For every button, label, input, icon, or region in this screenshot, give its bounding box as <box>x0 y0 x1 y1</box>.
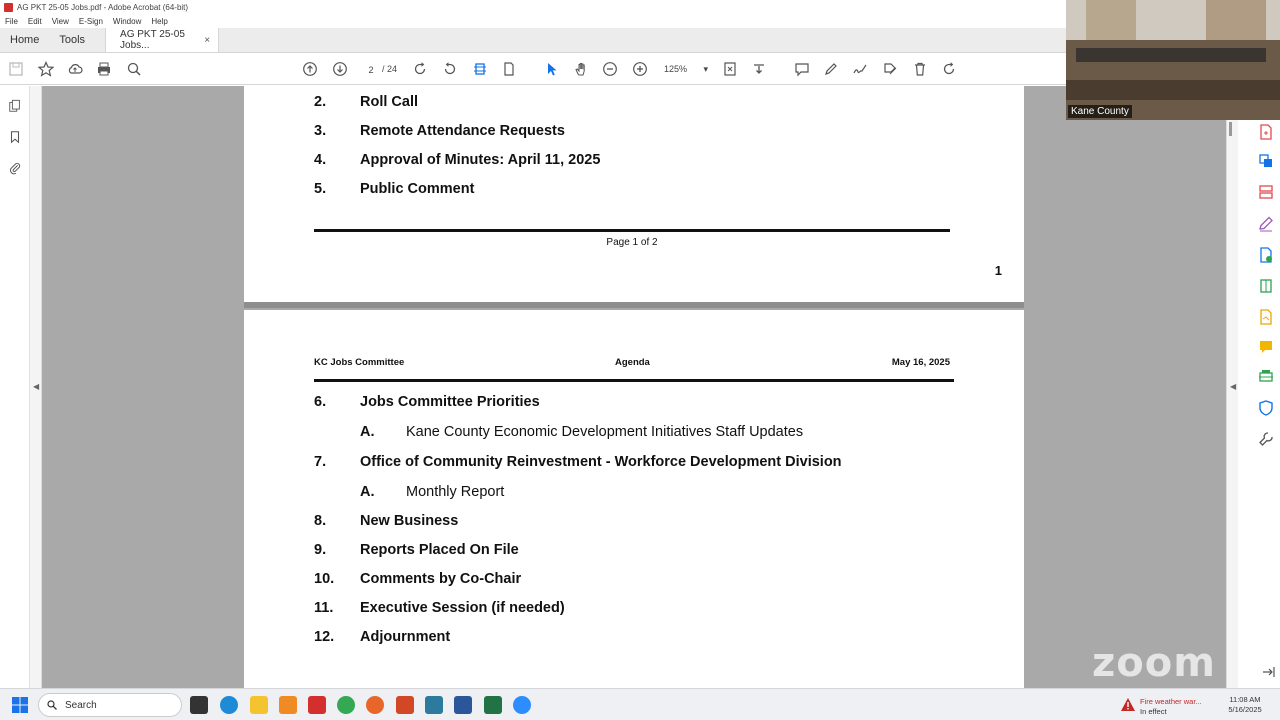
agenda-item: 10. Comments by Co-Chair <box>314 571 522 587</box>
agenda-item: 3. Remote Attendance Requests <box>314 123 565 139</box>
agenda-item: 11. Executive Session (if needed) <box>314 600 565 616</box>
rotate-clockwise-icon[interactable] <box>410 59 430 79</box>
save-icon[interactable] <box>6 59 26 79</box>
taskbar-search[interactable] <box>38 693 182 717</box>
left-panel-toggle[interactable] <box>30 86 42 688</box>
fit-page-icon[interactable] <box>470 59 490 79</box>
video-wall-panel <box>1206 0 1266 40</box>
page-divider <box>244 302 1024 308</box>
tab-tools[interactable]: Tools <box>59 34 86 46</box>
previous-page-icon[interactable] <box>300 59 320 79</box>
page-total: / 24 <box>382 64 398 74</box>
video-desk <box>1066 80 1280 100</box>
document-viewport[interactable] <box>42 86 1226 688</box>
toolbar <box>0 53 1066 85</box>
windows-start-icon[interactable] <box>12 697 28 713</box>
acrobat-icon <box>4 3 13 12</box>
weather-alert: Fire weather war... <box>1140 697 1202 706</box>
sign-icon[interactable] <box>850 59 870 79</box>
footer-rule <box>314 229 950 232</box>
title-bar <box>0 0 1066 15</box>
header-date: May 16, 2025 <box>891 357 950 368</box>
zoom-out-icon[interactable] <box>600 59 620 79</box>
zoom-level-value: 125% <box>664 64 688 74</box>
pdf-page-1 <box>244 86 1024 304</box>
comment-icon[interactable] <box>792 59 812 79</box>
tab-bar <box>0 28 1066 53</box>
protect-shield-icon[interactable] <box>1258 400 1274 416</box>
single-page-view-icon[interactable] <box>499 59 519 79</box>
agenda-subitem: A. Monthly Report <box>360 484 505 500</box>
delete-icon[interactable] <box>910 59 930 79</box>
edit-document-icon[interactable] <box>1258 278 1274 294</box>
participant-name: Kane County <box>1068 105 1132 118</box>
next-page-icon[interactable] <box>330 59 350 79</box>
bookmarks-icon[interactable] <box>7 129 23 145</box>
tools-panel <box>1238 120 1280 688</box>
find-icon[interactable] <box>124 59 144 79</box>
print-icon[interactable] <box>94 59 114 79</box>
select-cursor-icon[interactable] <box>542 59 562 79</box>
page-number: 1 <box>994 263 1002 278</box>
chrome-icon[interactable] <box>337 696 355 714</box>
export-pdf-icon[interactable] <box>1258 247 1274 263</box>
search-icon <box>47 700 57 710</box>
video-wall-panel <box>1086 0 1136 40</box>
highlight-pen-icon[interactable] <box>821 59 841 79</box>
menu-edit[interactable]: Edit <box>27 17 42 26</box>
menu-help[interactable]: Help <box>151 17 168 26</box>
menu-file[interactable]: File <box>5 17 18 26</box>
system-clock[interactable] <box>1220 695 1270 715</box>
header-rule <box>314 379 954 382</box>
agenda-item: 7. Office of Community Reinvestment - Workforce Development Division <box>314 454 842 470</box>
powerpoint-icon[interactable] <box>396 696 414 714</box>
clock-date: 5/16/2025 <box>1228 705 1262 714</box>
agenda-item: 5. Public Comment <box>314 181 475 197</box>
page-display-icon[interactable] <box>720 59 740 79</box>
scroll-mode-icon[interactable] <box>749 59 769 79</box>
collapse-right-icon: ◀ <box>1230 382 1237 391</box>
header-agenda: Agenda <box>615 357 650 368</box>
agenda-item: 12. Adjournment <box>314 629 451 645</box>
scrollbar-thumb[interactable] <box>1229 122 1232 136</box>
create-pdf-icon[interactable] <box>1258 124 1274 140</box>
tab-document[interactable] <box>105 28 219 52</box>
more-tools-icon[interactable] <box>1258 431 1274 447</box>
search-label: Search <box>65 699 97 711</box>
word-icon[interactable] <box>454 696 472 714</box>
agenda-item: 8. New Business <box>314 513 459 529</box>
bookmark-star-icon[interactable] <box>36 59 56 79</box>
menu-window[interactable]: Window <box>112 17 142 26</box>
menu-esign[interactable]: E-Sign <box>78 17 103 26</box>
video-desk <box>1076 48 1266 62</box>
hand-tool-icon[interactable] <box>571 59 591 79</box>
header-committee: KC Jobs Committee <box>314 357 405 368</box>
upload-cloud-icon[interactable] <box>65 59 85 79</box>
edge-icon[interactable] <box>220 696 238 714</box>
weather-widget[interactable] <box>1120 693 1220 717</box>
weather-status: In effect <box>1140 707 1167 716</box>
organize-pages-icon[interactable] <box>1258 184 1274 200</box>
zoom-watermark: zoom <box>1092 640 1216 686</box>
page-navigator <box>360 61 397 77</box>
menu-bar <box>0 15 1066 28</box>
file-explorer-icon[interactable] <box>250 696 268 714</box>
agenda-item: 2. Roll Call <box>314 94 419 110</box>
close-tab-icon[interactable]: × <box>204 34 211 46</box>
zoom-app-icon[interactable] <box>513 696 531 714</box>
scan-ocr-icon[interactable] <box>1258 369 1274 385</box>
taskbar <box>0 688 1280 720</box>
calculator-icon[interactable] <box>425 696 443 714</box>
page-thumbnails-icon[interactable] <box>7 98 23 114</box>
warning-icon <box>1120 697 1136 713</box>
chevron-down-icon: ▾ <box>703 63 708 74</box>
agenda-item: 6. Jobs Committee Priorities <box>314 394 540 410</box>
tab-document-label: AG PKT 25-05 Jobs... <box>120 29 185 51</box>
window-title: AG PKT 25-05 Jobs.pdf - Adobe Acrobat (64-bit) <box>17 3 189 12</box>
left-nav-panel <box>0 86 30 688</box>
redo-icon[interactable] <box>939 59 959 79</box>
tab-home[interactable]: Home <box>10 34 40 46</box>
page-footer: Page 1 of 2 <box>606 237 658 248</box>
comment-panel-icon[interactable] <box>1258 339 1274 355</box>
zoom-level-select[interactable] <box>660 61 712 77</box>
zoom-in-icon[interactable] <box>630 59 650 79</box>
firefox-icon[interactable] <box>366 696 384 714</box>
acrobat-taskbar-icon[interactable] <box>308 696 326 714</box>
agenda-subitem: A. Kane County Economic Development Initiatives Staff Updates <box>360 424 804 440</box>
expand-panel-icon[interactable] <box>1260 664 1276 680</box>
vlc-icon[interactable] <box>279 696 297 714</box>
task-view-icon[interactable] <box>190 696 208 714</box>
right-panel-toggle[interactable] <box>1226 120 1238 688</box>
agenda-item: 9. Reports Placed On File <box>314 542 519 558</box>
page-number-input[interactable]: 2 <box>360 61 382 77</box>
menu-view[interactable]: View <box>51 17 69 26</box>
combine-files-icon[interactable] <box>1258 153 1274 169</box>
attachments-icon[interactable] <box>7 160 23 176</box>
fill-sign-icon[interactable] <box>1258 216 1274 232</box>
excel-icon[interactable] <box>484 696 502 714</box>
edit-pdf-icon[interactable] <box>880 59 900 79</box>
request-signature-icon[interactable] <box>1258 309 1274 325</box>
clock-time: 11:08 AM <box>1229 695 1261 704</box>
agenda-item: 4. Approval of Minutes: April 11, 2025 <box>314 152 601 168</box>
pdf-page-2 <box>244 310 1024 688</box>
rotate-counterclockwise-icon[interactable] <box>440 59 460 79</box>
video-participant-tile[interactable] <box>1066 0 1280 120</box>
collapse-left-icon: ◀ <box>33 382 40 391</box>
